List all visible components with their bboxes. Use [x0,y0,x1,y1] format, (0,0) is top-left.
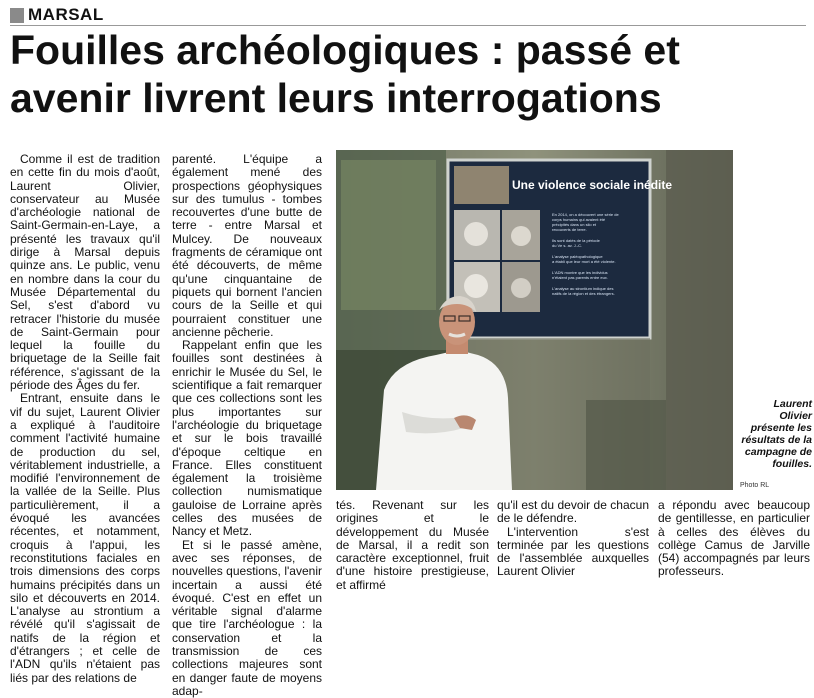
paragraph: Rappelant enfin que les fouilles sont destinées à enrichir le Musée du Sel, le scientifique a fait remarquer que ces collections sont les plus importantes sur l'archéologie du briquetage et sur le bois travaillé d'époque celtique en France. Elles constituent également la troisième collection numismatique gauloise de Lorraine après celles des musées de Nancy et Metz. [172,338,322,539]
slide-line: L'analyse paléopathologique [552,254,603,259]
paragraph: parenté. L'équipe a également mené des prospections géophysiques sur des tumulus - tombes recouvertes d'une butte de terre - entre Marsal et Mulcey. De nouveaux fragments de céramique ont été découverts, de même qu'une cinquantaine de piquets qui bornent l'ancien cours de la Seille et qui pourraient constituer une ancienne pêcherie. [172,152,322,339]
article-column-5 [658,498,810,579]
paragraph: Comme il est de tradition en cette fin du mois d'août, Laurent Olivier, conservateur au Musée d'archéologie national de Saint-Germain-en-Laye, a présenté les travaux qu'il dirige à Marsal depuis quinze ans. Le public, venu en nombre dans la cour du Musée Départemental du Sel, s'est d'abord vu retracer l'historie du musée de Saint-Germain pour lequel la fouille du briquetage de la Seille fait référence, s'agissant de la période des Âges du fer. [10,152,160,393]
article-column-4 [497,498,649,579]
headline [10,26,810,122]
section-kicker [10,6,104,24]
paragraph: Entrant, ensuite dans le vif du sujet, Laurent Olivier a expliqué à l'auditoire comment l'activité humaine de production du sel, véritablement industrielle, a modifié l'environnement de la vallée de la Seille. Plus particulièrement, il a évoqué les avancées récentes, et notamment, croquis à l'appui, les reconstitutions faciales en trois dimensions des corps humains précipités dans un silo et découverts en 2014. L'analyse au strontium a révélé qu'il s'agissait de natifs de la région et d'étrangers ; et celle de l'ADN qu'ils n'étaient pas liés par des relations de [10,391,160,685]
headline-line-2: avenir livrent leurs interrogations [10,75,662,121]
slide-line: n'étaient pas parents entre eux. [552,275,608,280]
photo-caption: Laurent Olivier présente les résultats de la campagne de fouilles. [741,398,812,470]
section-label: MARSAL [28,5,104,24]
projection-screen [448,160,672,338]
slide-line: recouverts de terre. [552,227,587,232]
slide-title: Une violence sociale inédite [512,178,673,192]
slide-line: a établi que leur mort a été violente. [552,259,616,264]
paragraph: Et si le passé amène, avec ses réponses, de nouvelles questions, l'avenir incertain a aussi été évoqué. C'est en effet un véritable signal d'alarme que tire l'archéologue : la conservation et la transmission de ces collections majeures sont en danger faute de moyens adap- [172,537,322,698]
slide-line: L'ADN montre que les individus [552,270,608,275]
photo-credit: Photo RL [740,482,770,489]
article-column-1 [10,152,160,685]
paragraph: L'intervention s'est terminée par les questions de l'assemblée auxquelles Laurent Olivier [497,524,649,579]
article-column-2 [172,152,322,698]
paragraph: a répondu avec beaucoup de gentillesse, en particulier à celles des élèves du collège Camus de Jarville (54) accompagnés par leurs professeurs. [658,498,810,579]
slide-line: Ils sont datés de la période [552,238,600,243]
photo-illustration [336,150,733,490]
paragraph: tés. Revenant sur les origines et le développement du Musée de Marsal, il a redit son caractère exceptionnel, fruit d'une histoire prestigieuse, et affirmé [336,498,489,592]
slide-line: En 2014, on a découvert une série de [552,212,619,217]
slide-line: corps humains qui avaient été [552,217,606,222]
slide-line: natifs de la région et des étrangers. [552,291,615,296]
article-column-3 [336,498,489,592]
slide-line: du Ve s. av. J.-C. [552,243,583,248]
article-photo [336,150,733,490]
headline-line-1: Fouilles archéologiques : passé et [10,27,680,73]
slide-line: précipités dans un silo et [552,222,597,227]
slide-line: L'analyse au strontium indique des [552,286,614,291]
paragraph: qu'il est du devoir de chacun de le défendre. [497,498,649,526]
section-marker [10,8,24,23]
